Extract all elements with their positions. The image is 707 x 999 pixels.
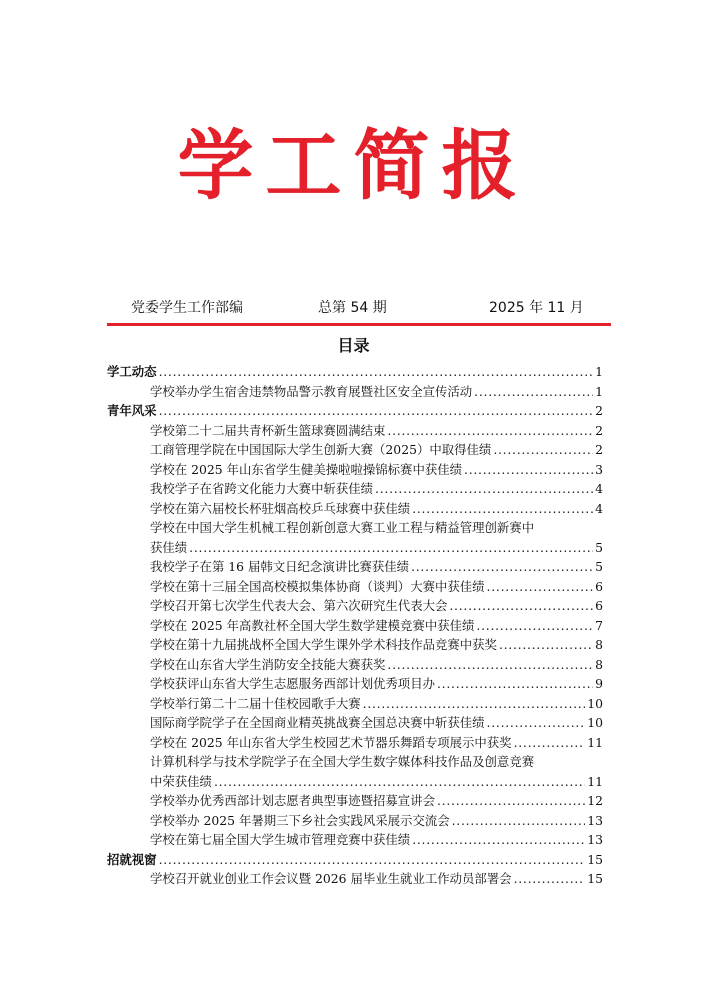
- toc-entry-title: 学校获评山东省大学生志愿服务西部计划优秀项目办: [150, 676, 435, 691]
- toc-page-number: 4: [595, 481, 603, 496]
- toc-entry-title: 学校在第七届全国大学生城市管理竞赛中获佳绩: [150, 832, 411, 847]
- toc-entry[interactable]: [107, 713, 603, 733]
- toc-entry[interactable]: [107, 830, 603, 850]
- toc-section-entry[interactable]: [107, 850, 603, 870]
- toc-section-title: 招就视窗: [107, 851, 157, 867]
- dot-leader: [189, 538, 593, 558]
- toc-entry-title: 学校在山东省大学生消防安全技能大赛获奖: [150, 656, 386, 672]
- toc-entry[interactable]: [107, 557, 603, 577]
- issue-number: 总第 54 期: [318, 300, 387, 316]
- dot-leader: [387, 655, 593, 675]
- dot-leader: [214, 772, 585, 792]
- dot-leader: [412, 499, 593, 519]
- editor-label: 党委学生工作部编: [131, 300, 243, 316]
- dot-leader: [487, 577, 594, 597]
- toc-page-number: 6: [595, 578, 603, 594]
- toc-page-number: 1: [595, 364, 603, 379]
- dot-leader: [375, 479, 593, 499]
- toc-entry[interactable]: [107, 694, 603, 714]
- toc-entry[interactable]: [107, 616, 603, 636]
- toc-page-number: 10: [587, 715, 603, 730]
- toc-entry[interactable]: [107, 421, 603, 441]
- toc-entry-title: 学校举办优秀西部计划志愿者典型事迹暨招募宣讲会: [150, 793, 435, 808]
- toc-entry-title: 学校第二十二届共青杯新生篮球赛圆满结束: [150, 422, 386, 438]
- dot-leader: [363, 694, 586, 714]
- toc-page-number: 4: [595, 500, 603, 516]
- dot-leader: [474, 382, 593, 402]
- toc-entry-title: 学校召开第七次学生代表大会、第六次研究生代表大会: [150, 598, 448, 613]
- toc-entry-title: 学校在 2025 年高教社杯全国大学生数学建模竞赛中获佳绩: [150, 617, 475, 633]
- toc-page-number: 8: [595, 656, 603, 672]
- toc-entry[interactable]: [107, 479, 603, 499]
- toc-section-entry[interactable]: [107, 401, 603, 421]
- toc-page-number: 11: [587, 734, 603, 750]
- toc-entry-title: 学校在第十三届全国高校模拟集体协商（谈判）大赛中获佳绩: [150, 578, 485, 594]
- toc-entry[interactable]: [107, 791, 603, 811]
- toc-entry[interactable]: [107, 382, 603, 402]
- issue-info-bar: [0, 298, 707, 318]
- toc-page-number: 15: [587, 851, 603, 867]
- toc-entry[interactable]: [107, 499, 603, 519]
- dot-leader: [437, 674, 593, 694]
- toc-entry-title: 学校在第六届校长杯驻烟高校乒乓球赛中获佳绩: [150, 500, 411, 516]
- toc-entry-title-line1: 学校在中国大学生机械工程创新创意大赛工业工程与精益管理创新赛中: [150, 520, 535, 535]
- dot-leader: [514, 869, 586, 889]
- toc-entry-title: 我校学子在第 16 届韩文日纪念演讲比赛获佳绩: [150, 559, 410, 574]
- dot-leader: [412, 830, 585, 850]
- toc-entry[interactable]: [107, 811, 603, 831]
- toc-entry-title: 学校举办 2025 年暑期三下乡社会实践风采展示交流会: [150, 812, 450, 828]
- toc-section-title: 青年风采: [107, 403, 157, 418]
- toc-entry-title: 工商管理学院在中国国际大学生创新大赛（2025）中取得佳绩: [150, 442, 492, 457]
- toc-page-number: 9: [595, 676, 603, 691]
- dot-leader: [159, 850, 586, 870]
- dot-leader: [387, 421, 593, 441]
- toc-entry[interactable]: [107, 440, 603, 460]
- toc-entry[interactable]: [107, 518, 603, 557]
- masthead-title: 学工简报: [177, 121, 530, 210]
- toc-entry[interactable]: [107, 752, 603, 791]
- dot-leader: [159, 362, 594, 382]
- toc-entry[interactable]: [107, 460, 603, 480]
- toc-entry[interactable]: [107, 577, 603, 597]
- toc-entry-title-line2: 获佳绩: [150, 539, 188, 555]
- toc-entry-title: 学校在第十九届挑战杯全国大学生课外学术科技作品竞赛中获奖: [150, 637, 497, 652]
- toc-page-number: 10: [587, 695, 603, 711]
- toc-page-number: 2: [595, 442, 603, 457]
- dot-leader: [452, 811, 586, 831]
- toc-page-number: 13: [587, 812, 603, 828]
- dot-leader: [514, 733, 586, 753]
- toc-entry-title: 学校举行第二十二届十佳校园歌手大赛: [150, 695, 361, 711]
- toc-entry-line2: [150, 772, 603, 792]
- toc-page-number: 8: [595, 637, 603, 652]
- dot-leader: [499, 635, 593, 655]
- toc-section-title: 学工动态: [107, 364, 157, 379]
- toc-page-number: 15: [587, 871, 603, 886]
- toc-entry-title: 国际商学院学子在全国商业精英挑战赛全国总决赛中斩获佳绩: [150, 715, 485, 730]
- toc-page-number: 5: [595, 539, 603, 555]
- toc-title: 目录: [337, 336, 370, 355]
- dot-leader: [411, 557, 593, 577]
- toc-entry-title: 学校举办学生宿舍违禁物品警示教育展暨社区安全宣传活动: [150, 383, 473, 399]
- toc-entry[interactable]: [107, 674, 603, 694]
- toc-entry-title-line2: 中荣获佳绩: [150, 773, 212, 789]
- dot-leader: [449, 596, 593, 616]
- toc-page-number: 11: [587, 773, 603, 789]
- toc-page-number: 6: [595, 598, 603, 613]
- toc-entry[interactable]: [107, 596, 603, 616]
- toc-page-number: 7: [595, 617, 603, 633]
- red-divider: [107, 323, 611, 326]
- toc-entry[interactable]: [107, 869, 603, 889]
- toc-entry-title-line1: 计算机科学与技术学院学子在全国大学生数字媒体科技作品及创意竞赛: [150, 754, 535, 769]
- toc-page-number: 2: [595, 403, 603, 418]
- toc-entry[interactable]: [107, 655, 603, 675]
- dot-leader: [464, 460, 593, 480]
- toc-page-number: 3: [595, 461, 603, 477]
- toc-entry[interactable]: [107, 635, 603, 655]
- toc-entry[interactable]: [107, 733, 603, 753]
- dot-leader: [159, 401, 594, 421]
- toc-page-number: 1: [595, 383, 603, 399]
- toc-page-number: 5: [595, 559, 603, 574]
- toc-entry-title: 学校在 2025 年山东省大学生校园艺术节器乐舞蹈专项展示中获奖: [150, 734, 512, 750]
- issue-date: 2025 年 11 月: [489, 300, 584, 316]
- dot-leader: [437, 791, 585, 811]
- table-of-contents: [107, 362, 603, 889]
- dot-leader: [493, 440, 593, 460]
- toc-page-number: 13: [587, 832, 603, 847]
- toc-entry-line2: [150, 538, 603, 558]
- toc-page-number: 2: [595, 422, 603, 438]
- toc-section-entry[interactable]: [107, 362, 603, 382]
- dot-leader: [487, 713, 586, 733]
- toc-entry-title: 学校召开就业创业工作会议暨 2026 届毕业生就业工作动员部署会: [150, 871, 512, 886]
- dot-leader: [476, 616, 593, 636]
- toc-page-number: 12: [587, 793, 603, 808]
- toc-entry-title: 学校在 2025 年山东省学生健美操啦啦操锦标赛中获佳绩: [150, 461, 463, 477]
- toc-entry-title: 我校学子在省跨文化能力大赛中斩获佳绩: [150, 481, 374, 496]
